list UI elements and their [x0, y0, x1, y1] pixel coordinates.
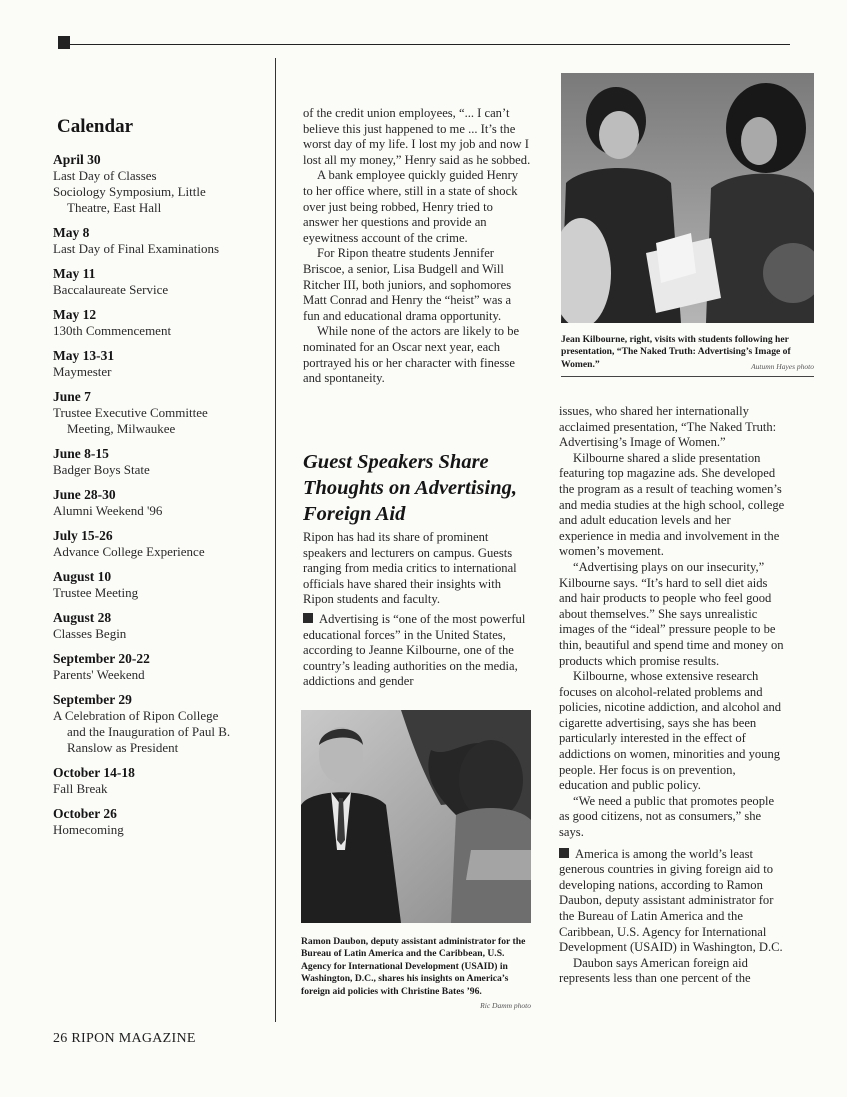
column-divider — [275, 58, 276, 1022]
calendar-date: October 26 — [53, 806, 117, 821]
calendar-entry — [53, 651, 268, 683]
photo-kilbourne — [561, 73, 814, 323]
header-square-ornament — [58, 36, 70, 49]
foreign-aid-paragraph — [559, 847, 787, 956]
calendar-event: Baccalaureate Service — [53, 282, 169, 297]
continuation-paragraph: of the credit union employees, “... I can’t believe this just happened to me ... It’s the worst day of my life. I lost my job and now I lost all my money,” Henry said as he sobbed. — [303, 106, 531, 167]
calendar-entry — [53, 389, 268, 437]
calendar-event: and the Inauguration of Paul B. — [67, 724, 231, 739]
calendar-entry — [53, 446, 268, 478]
body-paragraph: “We need a public that promotes people as good citizens, not as consumers,” she says. — [559, 793, 775, 840]
section-bullet-icon — [559, 848, 569, 858]
calendar-event: Advance College Experience — [53, 544, 205, 559]
article-headline: Guest Speakers Share Thoughts on Advertising, Foreign Aid — [303, 451, 517, 525]
body-paragraph: issues, who shared her internationally acclaimed presentation, “The Naked Truth: Advertising’s Image of Women.” — [559, 404, 777, 450]
calendar-title: Calendar — [57, 116, 133, 137]
calendar-entry — [53, 487, 268, 519]
calendar-event: Classes Begin — [53, 626, 127, 641]
calendar-entry — [53, 307, 268, 339]
calendar-event: Homecoming — [53, 822, 124, 837]
calendar-entry — [53, 569, 268, 601]
calendar-entry — [53, 266, 268, 298]
caption-text: Ramon Daubon, deputy assistant administrator for the Bureau of Latin America and the Caribbean, U.S. Agency for International Development (USAID) in Washington, D.C., shares his insights on America’s foreign aid policies with Christine Bates ’96. — [301, 936, 526, 997]
calendar-event: Sociology Symposium, Little — [53, 184, 206, 199]
continuation-paragraph: For Ripon theatre students Jennifer Briscoe, a senior, Lisa Budgell and Will Ritcher III, both juniors, and sophomores Matt Conrad and Henry the “heist” was a fun and educational drama opportunity. — [303, 246, 512, 323]
calendar-event: A Celebration of Ripon College — [53, 708, 219, 723]
calendar-event: 130th Commencement — [53, 323, 172, 338]
body-paragraph: Daubon says American foreign aid represents less than one percent of the — [559, 955, 751, 986]
calendar-event: Last Day of Classes — [53, 168, 157, 183]
intro-paragraph: Ripon has had its share of prominent speakers and lecturers on campus. Guests ranging from media critics to international officials have shared their insights with Ripon students and faculty. — [303, 530, 517, 607]
calendar-event: Last Day of Final Examinations — [53, 241, 220, 256]
calendar-date: August 28 — [53, 610, 112, 625]
calendar-event: Trustee Executive Committee — [53, 405, 208, 420]
calendar-event: Ranslow as President — [67, 740, 179, 755]
calendar-entry — [53, 692, 268, 756]
calendar-entry — [53, 225, 268, 257]
calendar-date: July 15-26 — [53, 528, 113, 543]
continuation-paragraph: A bank employee quickly guided Henry to her office where, still in a state of shock over just being robbed, Henry tried to answer her questions and provide an eyewitness account of the crime. — [303, 168, 519, 245]
calendar-date: September 20-22 — [53, 651, 150, 666]
calendar-date: May 8 — [53, 225, 90, 240]
calendar-event: Parents' Weekend — [53, 667, 145, 682]
calendar-date: April 30 — [53, 152, 101, 167]
calendar-entry — [53, 528, 268, 560]
calendar-date: October 14-18 — [53, 765, 135, 780]
calendar-date: June 7 — [53, 389, 91, 404]
foreign-aid-text: America is among the world’s least generous countries in giving foreign aid to developing nations, according to Ramon Daubon, deputy assistant administrator for the Bureau of Latin America and the Caribbean, U.S. Agency for International Development (USAID) in Washington, D.C. — [559, 846, 783, 955]
photo-daubon — [301, 710, 531, 923]
page-footer: 26 RIPON MAGAZINE — [53, 1031, 196, 1046]
photo-credit: Ric Damm photo — [480, 1001, 531, 1011]
header-rule — [58, 44, 790, 45]
advertising-paragraph — [303, 612, 531, 690]
body-paragraph: “Advertising plays on our insecurity,” Kilbourne says. “It’s hard to sell diet aids and hair products to people who feel good about themselves.” She says unrealistic images of the “ideal” pressure people to be thin, beautiful and spend time and money on products which promise results. — [559, 559, 784, 668]
calendar-list — [53, 152, 268, 838]
calendar-date: September 29 — [53, 692, 132, 707]
article-intro — [303, 530, 531, 608]
body-paragraph: Kilbourne, whose extensive research focuses on alcohol-related problems and policies, nicotine addiction, and alcohol and cigarette advertising, says she has been particularly interested in the effect of addictions on women, minorities and young people. Her focus is on prevention, education and public policy. — [559, 669, 782, 793]
calendar-entry — [53, 765, 268, 797]
calendar-sidebar — [53, 116, 268, 847]
calendar-date: June 28-30 — [53, 487, 116, 502]
calendar-event: Trustee Meeting — [53, 585, 139, 600]
story-continuation — [303, 106, 531, 387]
advertising-section — [303, 612, 531, 690]
continuation-paragraph: While none of the actors are likely to be nominated for an Oscar next year, each portrayed his or her character with finesse and spontaneity. — [303, 324, 520, 386]
calendar-entry — [53, 610, 268, 642]
caption-kilbourne — [561, 334, 814, 373]
calendar-event: Theatre, East Hall — [67, 200, 162, 215]
calendar-entry — [53, 152, 268, 216]
calendar-entry — [53, 806, 268, 838]
calendar-date: May 13-31 — [53, 348, 115, 363]
calendar-date: August 10 — [53, 569, 112, 584]
caption-rule — [561, 376, 814, 377]
right-column-text — [559, 404, 787, 987]
calendar-date: May 12 — [53, 307, 97, 322]
calendar-event: Badger Boys State — [53, 462, 150, 477]
calendar-date: June 8-15 — [53, 446, 109, 461]
body-paragraph: Kilbourne shared a slide presentation featuring top magazine ads. She developed the program as a result of teaching women’s and media studies at the high school, college and adult education levels and her experience in media and involvement in the women’s movement. — [559, 450, 785, 559]
calendar-event: Meeting, Milwaukee — [67, 421, 176, 436]
caption-daubon — [301, 936, 531, 1012]
calendar-event: Fall Break — [53, 781, 108, 796]
calendar-event: Maymester — [53, 364, 112, 379]
calendar-event: Alumni Weekend '96 — [53, 503, 163, 518]
advertising-text: Advertising is “one of the most powerful educational forces” in the United States, according to Jeanne Kilbourne, one of the country’s leading authorities on the media, addictions and gender — [303, 612, 526, 689]
section-bullet-icon — [303, 613, 313, 623]
calendar-date: May 11 — [53, 266, 96, 281]
photo-credit: Autumn Hayes photo — [751, 361, 814, 371]
caption-text: Jean Kilbourne, right, visits with students following her presentation, “The Naked Truth: Advertising’s Image of Women.” — [561, 334, 791, 370]
calendar-entry — [53, 348, 268, 380]
